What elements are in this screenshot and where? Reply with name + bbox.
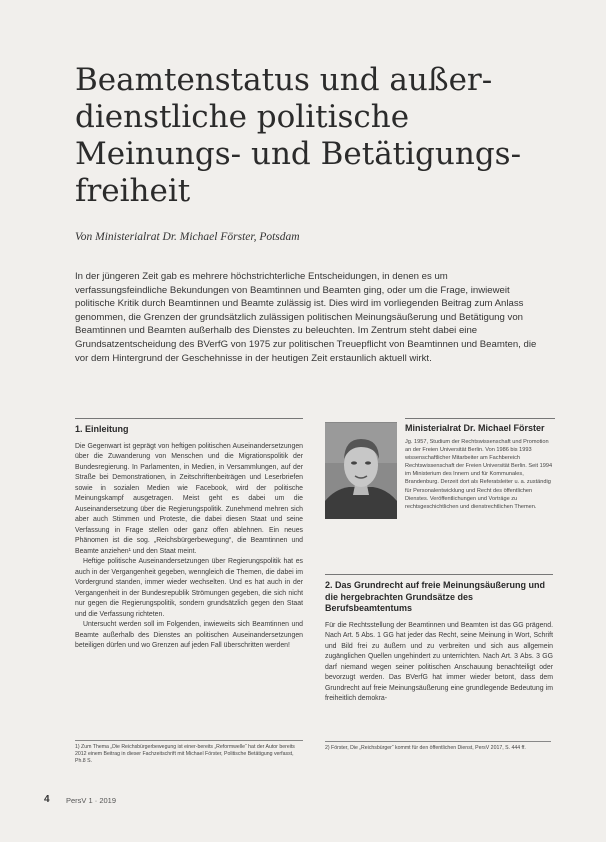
- section-1-paragraph-2: Heftige politische Auseinandersetzungen über Regierungspolitik hat es auch in der Vergangenheit gegeben, wenngleich die Themen, die dabei im Vordergrund standen, immer wieder wechselten. Und es hat auch in der Vergangenheit in der Bundesrepublik Strömungen gegeben, die sich nicht nur gegen die Regierungspolitik, sondern grundsätzlich gegen den Staat und die Verfassung richteten.: [75, 558, 303, 618]
- left-column: [75, 418, 303, 652]
- page-number: 4: [44, 794, 50, 805]
- right-column-section-2: [325, 574, 553, 705]
- author-bio: Jg. 1957, Studium der Rechtswissenschaft und Promotion an der Freien Universität Berlin. Von 1986 bis 1993 wissenschaftlicher Mitarbeiter am Fachbereich Rechtswissenschaft der Freien Universität Berlin. Seit 1994 im Ministerium des Innern und für Kommunales, Brandenburg. Derzeit dort als Referatsleiter u. a. zuständig für Personalentwicklung und Recht des öffentlichen Dienstes. Veröffentlichungen und Vorträge zu rechtsgeschichtlichen und dienstrechtlichen Themen.: [405, 439, 553, 510]
- section-1-heading: 1. Einleitung: [75, 418, 303, 436]
- author-name: Ministerialrat Dr. Michael Förster: [405, 418, 555, 433]
- article-byline: Von Ministerialrat Dr. Michael Förster, Potsdam: [75, 231, 300, 243]
- section-1-paragraph-1: Die Gegenwart ist geprägt von heftigen politischen Auseinandersetzungen über die Zuwanderung von Menschen und die Migrationspolitik der Bundesregierung. In Parlamenten, in Medien, in Versammlungen, auf der Straße bei Demonstrationen, in Zeitschriftenbeiträgen und Leserbriefen sowie in sozialen Medien wie Facebook, wird der politische Meinungskampf ausgetragen. Meist geht es dabei um die Auseinandersetzung über die Regierungspolitik. Zunehmend mehren sich aber auch Stimmen und Proteste, die dabei diesen Staat und seine Verfassung in Frage stellen oder ganz offen ablehnen. Ein neues Phänomen ist die sog. „Reichsbürgerbewegung“, die Beamtinnen und Beamte anziehen¹ und den Staat meint.: [75, 442, 303, 555]
- author-portrait-photo: [325, 422, 397, 519]
- footnote-2: 2) Förster, Die „Reichsbürger“ kommt für den öffentlichen Dienst, PersV 2017, S. 444 ff.: [325, 741, 551, 752]
- article-abstract: In der jüngeren Zeit gab es mehrere höchstrichterliche Entscheidungen, in denen es um verfassungsfeindliche Bekundungen von Beamtinnen und Beamten ging, oder um die Frage, inwieweit politische Kritik durch Beamtinnen und Beamte zulässig ist. Dies wird im vorliegenden Beitrag zum Anlass genommen, die Grenzen der grundsätzlich zulässigen politischen Meinungsäußerung und Betätigung von Beamtinnen und Beamten außerhalb des Dienstes zu beleuchten. Im Zentrum steht dabei eine Grundsatzentscheidung des BVerfG von 1975 zur politischen Treuepflicht von Beamtinnen und Beamten, die vor dem Hintergrund der Geschehnisse in der heutigen Zeit erstaunlich aktuell wirkt.: [75, 271, 537, 364]
- journal-reference: PersV 1 · 2019: [66, 796, 117, 805]
- section-1-paragraph-3: Untersucht werden soll im Folgenden, inwieweits sich Beamtinnen und Beamte außerhalb des Dienstes an politischen Auseinandersetzungen beteiligen dürfen und wo Grenzen auf jeden Fall überschritten werden!: [75, 621, 303, 649]
- article-title: Beamtenstatus und außer- dienstliche politische Meinungs- und Betätigungs- freiheit: [75, 62, 522, 209]
- section-2-heading: 2. Das Grundrecht auf freie Meinungsäußerung und die hergebrachten Grundsätze des Berufsbeamtentums: [325, 574, 553, 615]
- footnote-1: 1) Zum Thema „Die Reichsbürgerbewegung ist einer-bereits „Reformwelle“ hat der Autor bereits 2012 einem Beitrag in dieser Fachzeitschrift mit Michael Förster, Politische Betätigung verfasst, Ph.8 S.: [75, 740, 303, 765]
- section-2-paragraph: Für die Rechtsstellung der Beamtinnen und Beamten ist das GG prägend. Nach Art. 5 Abs. 1 GG hat jeder das Recht, seine Meinung in Wort, Schrift und Bild frei zu äußern und zu verbreiten und sich aus allgemein zugänglichen Quellen ungehindert zu unterrichten. Nach Art. 3 Abs. 3 GG darf niemand wegen seiner politischen Anschauung benachteiligt oder bevorzugt werden. Das BVerfG hat immer wieder betont, dass dem Grundrecht auf freie Meinungsäußerung eine grundlegende Bedeutung im freiheitlich demokra-: [325, 621, 553, 702]
- author-box: [325, 418, 553, 548]
- portrait-image: [325, 423, 397, 519]
